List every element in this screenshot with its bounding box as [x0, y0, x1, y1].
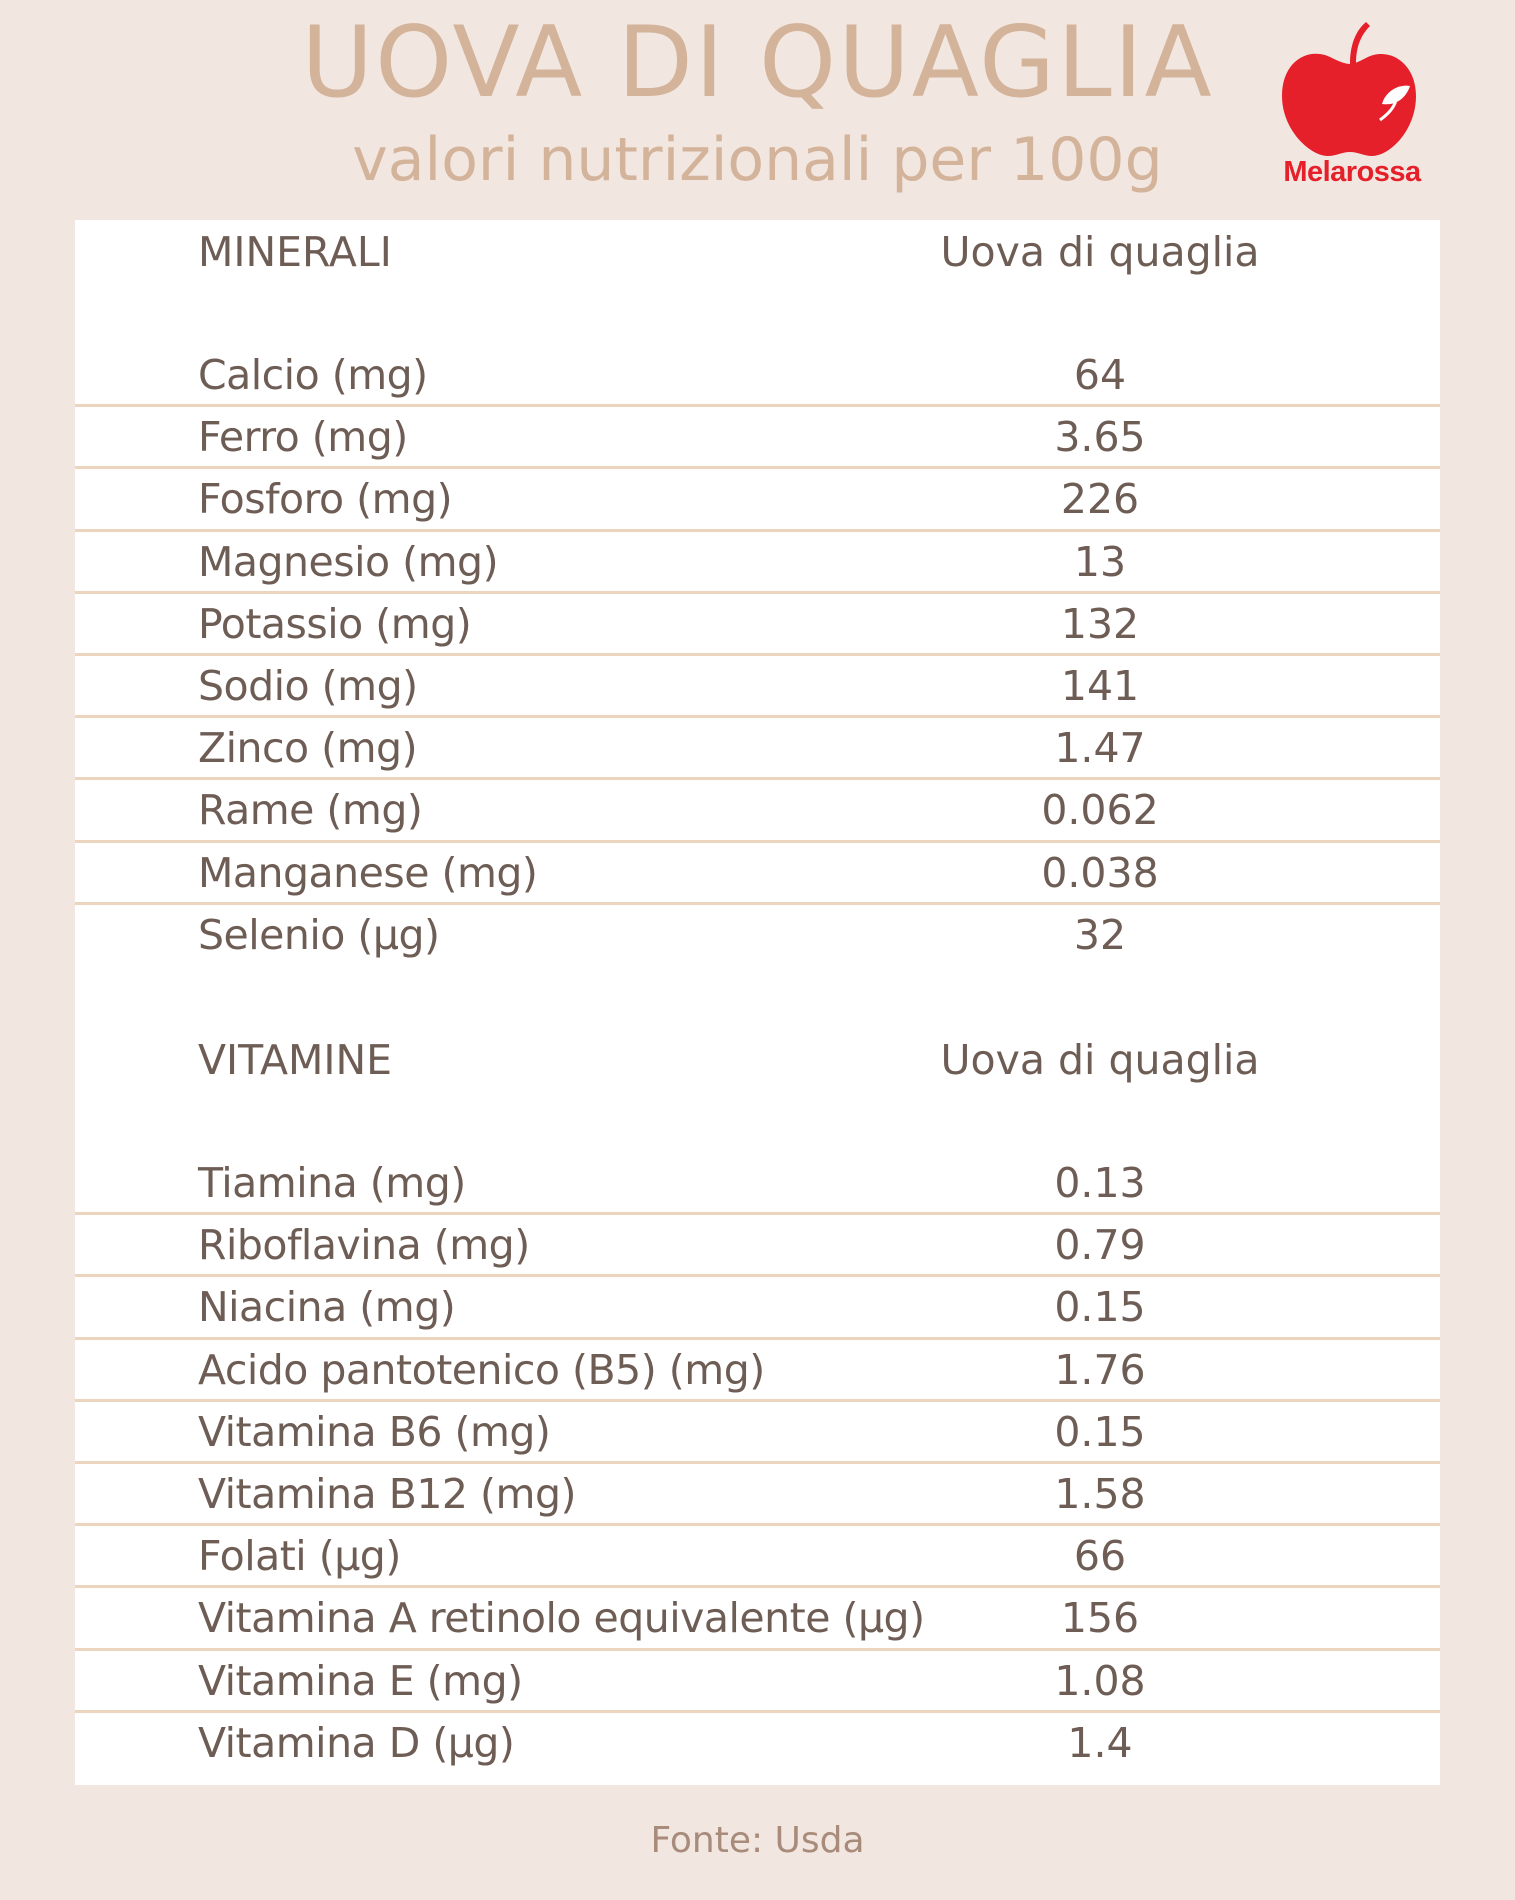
row-label: Selenio (µg) [198, 910, 440, 959]
table-row [75, 530, 1440, 592]
row-label: Zinco (mg) [198, 724, 418, 773]
row-label: Potassio (mg) [198, 599, 472, 648]
minerals-header [75, 220, 1440, 282]
row-label: Ferro (mg) [198, 413, 408, 462]
vitamins-header [75, 1028, 1440, 1090]
row-label: Magnesio (mg) [198, 537, 499, 586]
row-label: Folati (µg) [198, 1532, 401, 1581]
table-row [75, 1586, 1440, 1648]
row-value: 0.15 [1054, 1407, 1146, 1456]
table-row [75, 592, 1440, 654]
nutrition-table [75, 220, 1440, 1785]
row-value: 0.062 [1041, 786, 1159, 835]
row-value: 1.08 [1054, 1656, 1146, 1705]
table-row [75, 1338, 1440, 1400]
page-title: UOVA DI QUAGLIA [301, 6, 1214, 120]
row-label: Calcio (mg) [198, 351, 428, 399]
row-value: 1.58 [1054, 1470, 1146, 1518]
logo-text: Melarossa [1283, 156, 1421, 188]
row-value: 3.65 [1054, 413, 1146, 462]
minerals-heading: MINERALI [198, 228, 392, 276]
row-value: 0.79 [1054, 1221, 1146, 1270]
row-value: 1.47 [1054, 724, 1146, 773]
row-label: Niacina (mg) [198, 1283, 456, 1332]
row-label: Vitamina E (mg) [198, 1656, 523, 1705]
table-row [75, 716, 1440, 778]
table-row [75, 841, 1440, 903]
row-label: Riboflavina (mg) [198, 1221, 530, 1270]
vitamins-column-header: Uova di quaglia [940, 1036, 1260, 1084]
table-row [75, 903, 1440, 965]
row-value: 32 [1073, 910, 1127, 959]
page-subtitle: valori nutrizionali per 100g [352, 125, 1163, 195]
table-row [75, 405, 1440, 467]
table-row [75, 1213, 1440, 1275]
row-label: Vitamina A retinolo equivalente (µg) [198, 1594, 925, 1643]
row-value: 132 [1060, 599, 1140, 648]
row-label: Vitamina B12 (mg) [198, 1470, 576, 1518]
row-value: 0.038 [1041, 848, 1159, 897]
row-value: 226 [1060, 475, 1140, 524]
row-value: 141 [1060, 662, 1140, 710]
row-label: Vitamina D (µg) [198, 1718, 515, 1767]
source-footer: Fonte: Usda [650, 1820, 865, 1861]
row-label: Fosforo (mg) [198, 475, 453, 524]
row-label: Acido pantotenico (B5) (mg) [198, 1345, 765, 1394]
table-row [75, 467, 1440, 529]
row-value: 0.15 [1054, 1283, 1146, 1332]
row-label: Sodio (mg) [198, 662, 418, 710]
table-row [75, 1524, 1440, 1586]
row-value: 1.76 [1054, 1345, 1146, 1394]
table-row [75, 778, 1440, 840]
row-label: Vitamina B6 (mg) [198, 1407, 551, 1456]
row-value: 0.13 [1054, 1159, 1146, 1207]
row-value: 156 [1060, 1594, 1140, 1643]
table-row [75, 1275, 1440, 1337]
minerals-column-header: Uova di quaglia [940, 228, 1260, 276]
vitamins-heading: VITAMINE [198, 1036, 393, 1084]
row-value: 64 [1073, 351, 1127, 399]
row-value: 1.4 [1067, 1718, 1133, 1767]
row-label: Manganese (mg) [198, 848, 538, 897]
table-row [75, 1400, 1440, 1462]
table-row [75, 1151, 1440, 1213]
row-label: Tiamina (mg) [198, 1159, 466, 1207]
table-row [75, 1711, 1440, 1773]
row-value: 66 [1073, 1532, 1127, 1581]
table-row [75, 1649, 1440, 1711]
row-value: 13 [1073, 537, 1127, 586]
table-row [75, 343, 1440, 405]
table-row [75, 1462, 1440, 1524]
table-row [75, 654, 1440, 716]
row-label: Rame (mg) [198, 786, 423, 835]
